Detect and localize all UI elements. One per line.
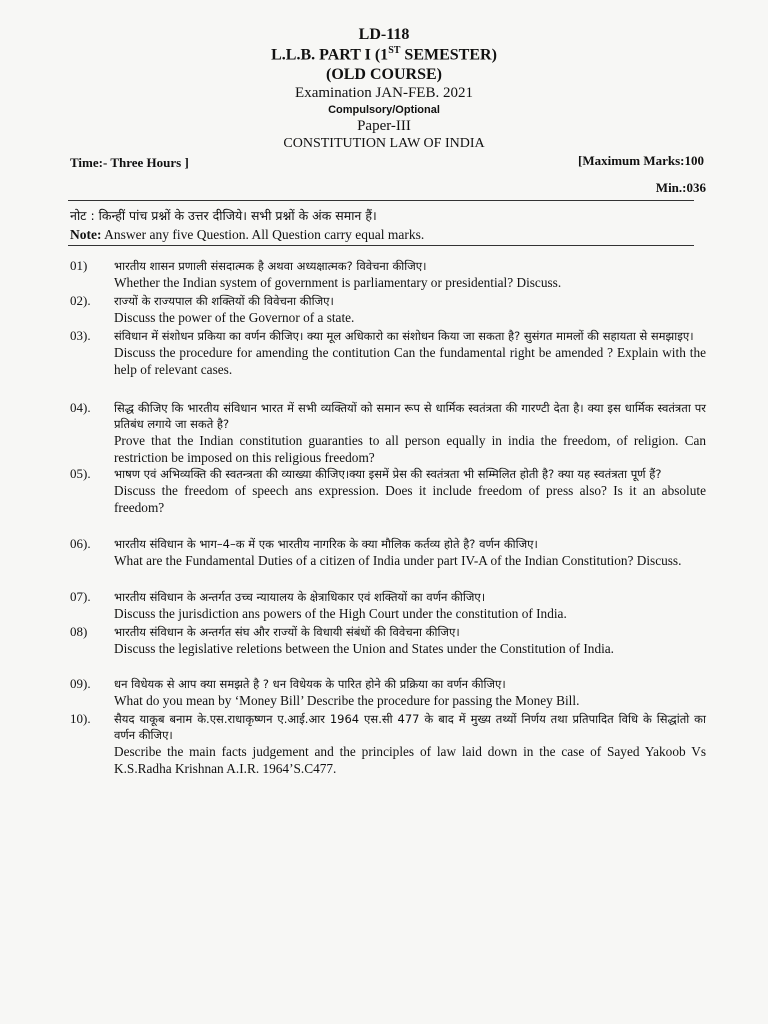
question-number: 03). (70, 328, 91, 343)
maximum-marks: [Maximum Marks:100 (577, 153, 704, 168)
question-hindi: राज्यों के राज्यपाल की शक्तियों की विवेचना कीजिए। (114, 294, 334, 308)
question-english: What do you mean by ‘Money Bill’ Describe the procedure for passing the Money Bill. (114, 693, 580, 708)
question-number: 06). (70, 536, 91, 551)
note-label: Note: (70, 227, 102, 242)
course-superscript: ST (388, 45, 401, 56)
course-prefix: L.L.B. PART I (1 (271, 46, 389, 64)
paper-code: LD-118 (358, 26, 410, 43)
question-9 (70, 676, 706, 709)
course-title (0, 45, 768, 64)
question-number: 05). (70, 466, 91, 481)
course-suffix: SEMESTER) (400, 46, 497, 64)
question-hindi: भारतीय शासन प्रणाली संसदात्मक है अथवा अध्यक्षात्मक? विवेचना कीजिए। (114, 259, 427, 273)
question-hindi: धन विधेयक से आप क्या समझते है ? धन विधेयक के पारित होने की प्रक्रिया का वर्णन कीजिए। (114, 677, 506, 691)
question-hindi: सिद्ध कीजिए कि भारतीय संविधान भारत में सभी व्यक्तियों को समान रूप से धार्मिक स्वतंत्रता की गारण्टी देता है। क्या इस धार्मिक स्वतंत्रता पर प्रतिबंध लगाये जा सकते है? (114, 401, 706, 431)
note-english (70, 227, 424, 243)
question-hindi: भाषण एवं अभिव्यक्ति की स्वतन्त्रता की व्याख्या कीजिए।क्या इसमें प्रेस की स्वतंत्रता भी सम्मिलित होती है? क्या यह स्वतंत्रता पूर्ण हैं? (114, 467, 662, 481)
note-hindi: नोट : किन्हीं पांच प्रश्नों के उत्तर दीजिये। सभी प्रश्नों के अंक समान हैं। (70, 208, 377, 223)
question-english: Whether the Indian system of government is parliamentary or presidential? Discuss. (114, 275, 562, 290)
question-hindi: भारतीय संविधान के अन्तर्गत संघ और राज्यों के विधायी संबंधों की विवेचना कीजिए। (114, 625, 460, 639)
question-number: 08) (70, 624, 88, 639)
question-3 (70, 328, 706, 378)
question-number: 02). (70, 293, 91, 308)
question-hindi: संविधान में संशोधन प्रकिया का वर्णन कीजिए। क्या मूल अधिकारो का संशोधन किया जा सकता है? सुसंगत मामलों की सहायता से समझाइए। (114, 329, 694, 343)
question-english: Discuss the power of the Governor of a state. (114, 310, 355, 325)
question-number: 04). (70, 400, 91, 415)
question-4 (70, 400, 706, 466)
time-allowed: Time:- Three Hours ] (70, 155, 189, 170)
compulsory-optional: Compulsory/Optional (328, 104, 440, 116)
question-6 (70, 536, 706, 569)
question-number: 01) (70, 258, 88, 273)
question-english: Discuss the legislative reletions between the Union and States under the Constitution of India. (114, 641, 615, 656)
old-course: (OLD COURSE) (325, 66, 442, 83)
question-number: 09). (70, 676, 91, 691)
question-english: Discuss the procedure for amending the contitution Can the fundamental right be amended ? Explain with the help of relevant cases. (114, 345, 706, 377)
question-english: Prove that the Indian constitution guaranties to all person equally in india the freedom, of religion. Can restriction be imposed on this religious freedom? (114, 433, 706, 465)
question-english: What are the Fundamental Duties of a citizen of India under part IV-A of the Indian Constitution? Discuss. (114, 553, 682, 568)
question-1 (70, 258, 706, 291)
question-hindi: भारतीय संविधान के अन्तर्गत उच्च न्यायालय के क्षेत्राधिकार एवं शक्तियों का वर्णन कीजिए। (114, 590, 486, 604)
exam-session: Examination JAN-FEB. 2021 (295, 85, 473, 101)
question-hindi: भारतीय संविधान के भाग–4–क में एक भारतीय नागरिक के क्या मौलिक कर्तव्य होते है? वर्णन कीजिए। (114, 537, 538, 551)
note-text: Answer any five Question. All Question carry equal marks. (101, 227, 425, 242)
question-number: 10). (70, 711, 91, 726)
subject-title: CONSTITUTION LAW OF INDIA (283, 136, 485, 151)
question-hindi: सैयद याकूब बनाम के.एस.राधाकृष्णन ए.आई.आर 1964 एस.सी 477 के बाद में मुख्य तथ्यों निर्णय तथा प्रतिपादित विधि के सिद्धांतो का वर्णन कीजिए। (114, 712, 706, 742)
question-english: Discuss the jurisdiction ans powers of the High Court under the constitution of India. (114, 606, 567, 621)
question-5 (70, 466, 706, 516)
question-7 (70, 589, 706, 622)
question-2 (70, 293, 706, 326)
question-number: 07). (70, 589, 91, 604)
question-10 (70, 711, 706, 777)
divider-bottom (68, 245, 694, 246)
paper-number: Paper-III (357, 118, 411, 134)
question-8 (70, 624, 706, 657)
question-english: Discuss the freedom of speech ans expression. Does it include freedom of press also? Is it an absolute freedom? (114, 483, 706, 515)
divider-top (68, 200, 694, 201)
minimum-marks: Min.:036 (655, 180, 706, 195)
question-english: Describe the main facts judgement and the principles of law laid down in the case of Sayed Yakoob Vs K.S.Radha Krishnan A.I.R. 1964’S.C477. (114, 744, 706, 776)
